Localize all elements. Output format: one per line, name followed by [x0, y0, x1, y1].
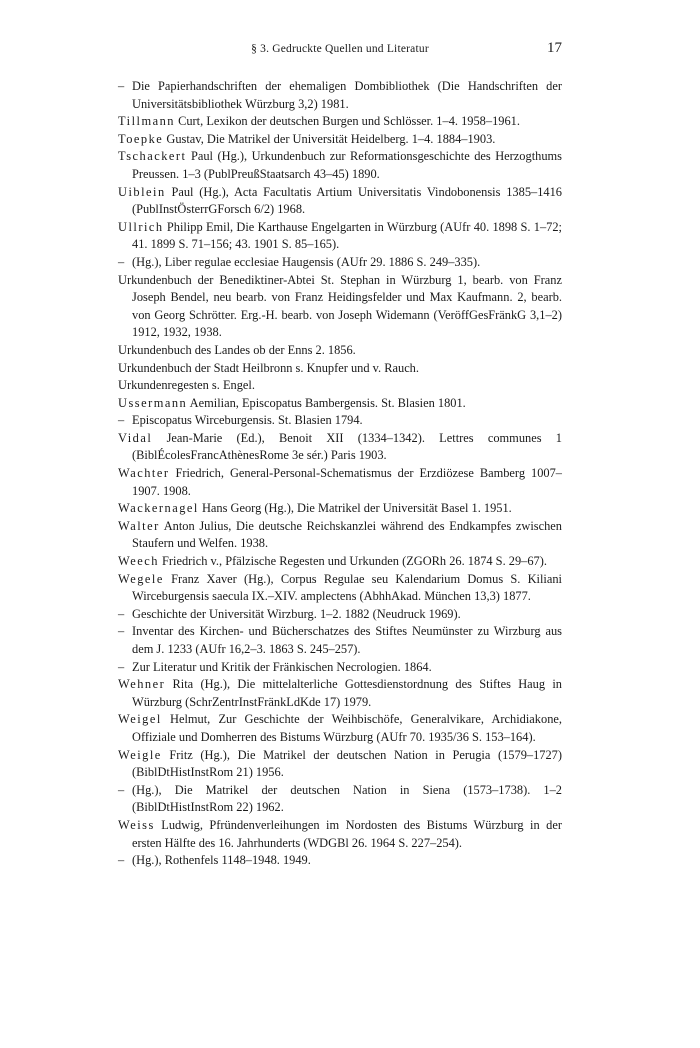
bibliography-entry [118, 623, 562, 658]
entry-text: Ludwig, Pfründenverleihungen im Nordosten des Bistums Würzburg in der ersten Hälfte des 16. Jahrhunderts (WDGBl 26. 1964 S. 227–254). [132, 817, 562, 850]
bibliography-entry [118, 659, 562, 677]
entry-text: Die Papierhandschriften der ehemaligen Dombibliothek (Die Handschriften der Universitätsbibliothek Würzburg 3,2) 1981. [132, 79, 562, 111]
bibliography-entry [118, 412, 562, 430]
entry-author: Ullrich [118, 219, 164, 234]
ditto-dash: – [118, 79, 125, 93]
entry-author: Ussermann [118, 395, 188, 410]
entry-text: Fritz (Hg.), Die Matrikel der deutschen Nation in Perugia (1579–1727) (BiblDtHistInstRom 21) 1956. [132, 747, 562, 780]
entry-text: Jean-Marie (Ed.), Benoit XII (1334–1342). Lettres communes 1 (BiblÉcolesFrancAthènesRome 3e sér.) Paris 1903. [132, 430, 562, 463]
entry-author: Wehner [118, 677, 166, 692]
entry-text: Paul (Hg.), Acta Facultatis Artium Universitatis Vindobonensis 1385–1416 (PublInstÖsterrGForsch 6/2) 1968. [132, 184, 562, 217]
bibliography-entry [118, 518, 562, 553]
entry-author: Toepke [118, 131, 164, 146]
entry-text: Curt, Lexikon der deutschen Burgen und Schlösser. 1–4. 1958–1961. [175, 114, 520, 129]
entry-text: Gustav, Die Matrikel der Universität Heidelberg. 1–4. 1884–1903. [163, 131, 496, 146]
bibliography-entry [118, 817, 562, 852]
entry-author: Weigle [118, 747, 162, 762]
entry-author: Vidal [118, 430, 153, 445]
entry-author: Wachter [118, 466, 170, 481]
entry-text: Anton Julius, Die deutsche Reichskanzlei während des Endkampfes zwischen Staufern und Welfen. 1938. [132, 518, 562, 551]
entry-text: Rita (Hg.), Die mittelalterliche Gottesdienstordnung des Stiftes Haug in Würzburg (SchrZentrInstFränkLdKde 17) 1979. [132, 677, 562, 709]
entry-author: Wegele [118, 571, 164, 586]
entry-text: (Hg.), Liber regulae ecclesiae Haugensis (AUfr 29. 1886 S. 249–335). [132, 254, 481, 269]
entry-author: Wackernagel [118, 501, 199, 516]
page-number: 17 [547, 40, 562, 56]
entry-author: Uiblein [118, 184, 166, 199]
bibliography-entry [118, 553, 562, 571]
entry-text: Aemilian, Episcopatus Bambergensis. St. Blasien 1801. [187, 395, 466, 410]
entry-text: Urkundenbuch der Benediktiner-Abtei St. Stephan in Würzburg 1, bearb. von Franz Joseph Bendel, neu bearb. von Franz Heidingsfelder und Max Kaufmann. 2, bearb. von Georg Schrötter. Erg.-H. bearb. von Joseph Widemann (VeröffGesFränkG 3,1–2) 1912, 1932, 1938. [118, 272, 562, 340]
entry-author: Tschackert [118, 149, 187, 164]
entry-text: Friedrich v., Pfälzische Regesten und Urkunden (ZGORh 26. 1874 S. 29–67). [158, 554, 547, 569]
entry-text: Episcopatus Wirceburgensis. St. Blasien 1794. [132, 413, 363, 428]
bibliography-entry [118, 184, 562, 219]
bibliography-entry [118, 395, 562, 413]
ditto-dash: – [118, 853, 125, 868]
entry-text: Inventar des Kirchen- und Bücherschatzes des Stiftes Neumünster zu Wirzburg aus dem J. 1233 (AUfr 16,2–3. 1863 S. 245–257). [132, 624, 562, 656]
running-title: § 3. Gedruckte Quellen und Literatur [251, 43, 429, 55]
bibliography-entry [118, 500, 562, 518]
entry-text: Urkundenbuch der Stadt Heilbronn s. Knupfer und v. Rauch. [118, 360, 419, 375]
bibliography-entry [118, 148, 562, 183]
bibliography-entry [118, 360, 562, 378]
bibliography-entry [118, 78, 562, 113]
bibliography-entry [118, 747, 562, 782]
bibliography-entry [118, 711, 562, 746]
entry-text: (Hg.), Die Matrikel der deutschen Nation in Siena (1573–1738). 1–2 (BiblDtHistInstRom 22) 1962. [132, 782, 562, 815]
bibliography-entry [118, 342, 562, 360]
running-head [118, 40, 562, 60]
bibliography-entry [118, 465, 562, 500]
bibliography-entry [118, 782, 562, 817]
entry-author: Walter [118, 518, 160, 533]
ditto-dash: – [118, 782, 125, 797]
bibliography-entry [118, 272, 562, 342]
bibliography-entry [118, 254, 562, 272]
bibliography-entry [118, 377, 562, 395]
ditto-dash: – [118, 606, 125, 621]
entry-text: Urkundenbuch des Landes ob der Enns 2. 1856. [118, 342, 356, 357]
bibliography-list [118, 78, 562, 870]
bibliography-entry [118, 131, 562, 149]
entry-author: Weech [118, 554, 159, 569]
entry-author: Weigel [118, 712, 162, 727]
bibliography-entry [118, 571, 562, 606]
bibliography-entry [118, 676, 562, 711]
entry-text: Friedrich, General-Personal-Schematismus der Erzdiözese Bamberg 1007–1907. 1908. [132, 466, 562, 498]
entry-text: Urkundenregesten s. Engel. [118, 378, 255, 393]
bibliography-entry [118, 606, 562, 624]
ditto-dash: – [118, 254, 125, 269]
bibliography-entry [118, 113, 562, 131]
entry-text: Franz Xaver (Hg.), Corpus Regulae seu Kalendarium Domus S. Kiliani Wirceburgensis saecula IX.–XIV. amplectens (AbhhAkad. München 13,3) 1877. [132, 571, 562, 604]
bibliography-entry [118, 219, 562, 254]
entry-text: Geschichte der Universität Wirzburg. 1–2. 1882 (Neudruck 1969). [132, 606, 461, 621]
entry-author: Weiss [118, 817, 155, 832]
entry-text: Philipp Emil, Die Karthause Engelgarten in Würzburg (AUfr 40. 1898 S. 1–72; 41. 1899 S. 71–156; 43. 1901 S. 85–165). [132, 219, 562, 252]
ditto-dash: – [118, 413, 125, 428]
entry-text: Helmut, Zur Geschichte der Weihbischöfe, Generalvikare, Archidiakone, Offiziale und Domherren des Bistums Würzburg (AUfr 70. 1935/36 S. 153–164). [132, 712, 562, 744]
entry-text: (Hg.), Rothenfels 1148–1948. 1949. [132, 853, 311, 868]
bibliography-entry [118, 852, 562, 870]
entry-author: Tillmann [118, 114, 175, 129]
entry-text: Paul (Hg.), Urkundenbuch zur Reformationsgeschichte des Herzogthums Preussen. 1–3 (PublPreußStaatsarch 43–45) 1890. [132, 149, 562, 181]
entry-text: Zur Literatur und Kritik der Fränkischen Necrologien. 1864. [132, 659, 432, 674]
ditto-dash: – [118, 659, 125, 674]
bibliography-entry [118, 430, 562, 465]
entry-text: Hans Georg (Hg.), Die Matrikel der Universität Basel 1. 1951. [198, 501, 512, 516]
ditto-dash: – [118, 624, 125, 639]
